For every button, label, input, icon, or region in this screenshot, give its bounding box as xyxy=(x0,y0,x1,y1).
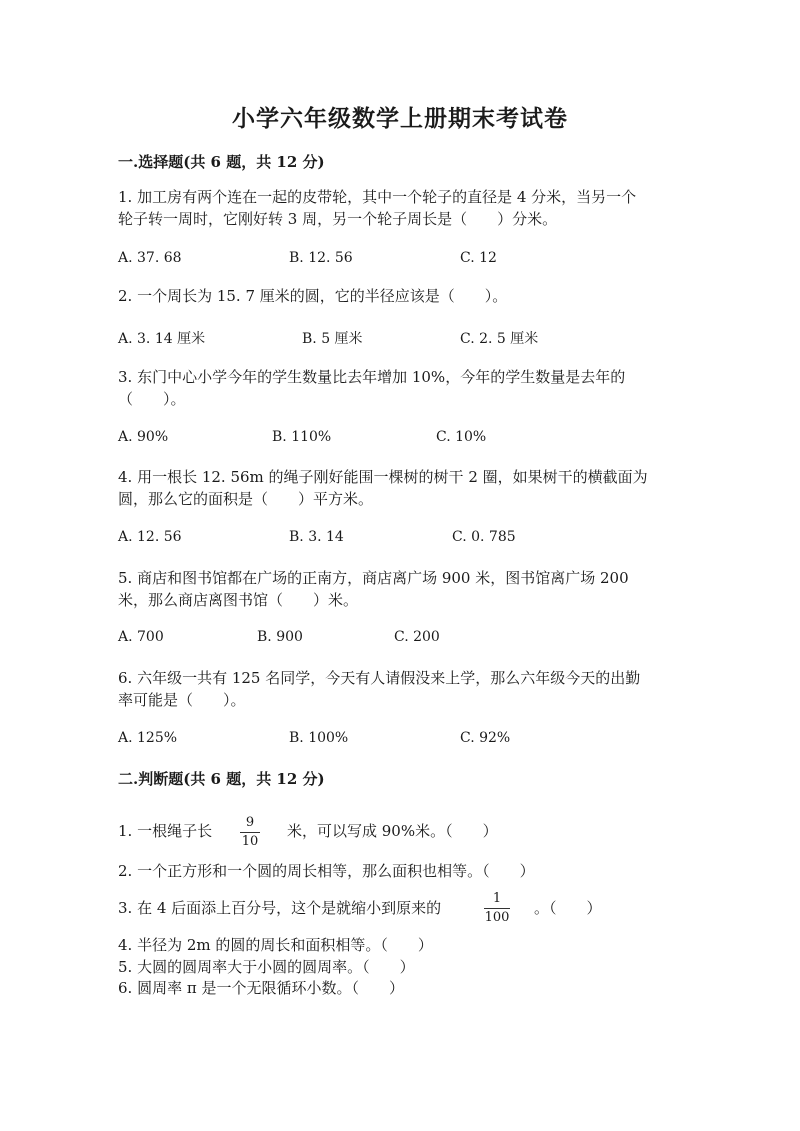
page-title: 小学六年级数学上册期末考试卷 xyxy=(232,105,568,132)
question-1-line-2: 轮子转一周时，它刚好转 3 周，另一个轮子周长是（ ）分米。 xyxy=(118,210,558,228)
question-5-line-2: 米，那么商店离图书馆（ ）米。 xyxy=(118,591,359,609)
question-1-option-b: B. 12. 56 xyxy=(289,250,353,266)
question-6-option-a: A. 125% xyxy=(118,730,178,746)
judgement-3-text-before: 3. 在 4 后面添上百分号，这个是就缩小到原来的 xyxy=(118,899,442,917)
judgement-3-text-after: 。（ ） xyxy=(534,899,602,917)
fraction-denominator: 10 xyxy=(241,834,259,849)
question-3-option-b: B. 110% xyxy=(272,429,332,445)
question-4-option-b: B. 3. 14 xyxy=(289,529,344,545)
section-heading-choice: 一.选择题(共 6 题，共 12 分) xyxy=(118,153,325,171)
judgement-2: 2. 一个正方形和一个圆的周长相等，那么面积也相等。（ ） xyxy=(118,862,535,880)
fraction-bar xyxy=(240,832,260,833)
judgement-1-text-before: 1. 一根绳子长 xyxy=(118,822,213,840)
question-5-line-1: 5. 商店和图书馆都在广场的正南方，商店离广场 900 米，图书馆离广场 200 xyxy=(118,569,629,587)
question-1-option-a: A. 37. 68 xyxy=(118,250,182,266)
question-3-line-1: 3. 东门中心小学今年的学生数量比去年增加 10%，今年的学生数量是去年的 xyxy=(118,368,626,386)
question-2-option-b: B. 5 厘米 xyxy=(302,331,363,347)
question-3-option-c: C. 10% xyxy=(436,429,487,445)
question-2-option-c: C. 2. 5 厘米 xyxy=(460,331,539,347)
question-4-line-1: 4. 用一根长 12. 56m 的绳子刚好能围一棵树的树干 2 圈，如果树干的横截面为 xyxy=(118,468,648,486)
fraction-bar xyxy=(484,908,510,909)
fraction-one-hundredth xyxy=(484,891,510,926)
question-4-line-2: 圆，那么它的面积是（ ）平方米。 xyxy=(118,490,374,508)
question-6-line-1: 6. 六年级一共有 125 名同学，今天有人请假没来上学，那么六年级今天的出勤 xyxy=(118,669,641,687)
question-4-option-c: C. 0. 785 xyxy=(452,529,516,545)
question-1-line-1: 1. 加工房有两个连在一起的皮带轮，其中一个轮子的直径是 4 分米，当另一个 xyxy=(118,188,637,206)
question-1-option-c: C. 12 xyxy=(460,250,497,266)
fraction-denominator: 100 xyxy=(484,910,510,925)
judgement-5: 5. 大圆的圆周率大于小圆的圆周率。（ ） xyxy=(118,958,415,976)
fraction-numerator: 1 xyxy=(492,891,502,906)
judgement-1-text-after: 米，可以写成 90%米。（ ） xyxy=(287,822,498,840)
question-6-option-c: C. 92% xyxy=(460,730,511,746)
question-5-option-c: C. 200 xyxy=(394,629,440,645)
question-3-line-2: （ ）。 xyxy=(118,390,186,408)
question-6-option-b: B. 100% xyxy=(289,730,349,746)
fraction-numerator: 9 xyxy=(245,815,255,830)
judgement-6: 6. 圆周率 π 是一个无限循环小数。（ ） xyxy=(118,979,404,997)
question-5-option-a: A. 700 xyxy=(118,629,164,645)
question-4-option-a: A. 12. 56 xyxy=(118,529,182,545)
section-heading-judgement: 二.判断题(共 6 题，共 12 分) xyxy=(118,770,325,788)
fraction-nine-tenths xyxy=(240,815,260,850)
question-2-option-a: A. 3. 14 厘米 xyxy=(118,331,206,347)
question-5-option-b: B. 900 xyxy=(257,629,303,645)
judgement-4: 4. 半径为 2m 的圆的周长和面积相等。（ ） xyxy=(118,936,433,954)
question-2-line-1: 2. 一个周长为 15. 7 厘米的圆，它的半径应该是（ ）。 xyxy=(118,287,508,305)
question-3-option-a: A. 90% xyxy=(118,429,169,445)
question-6-line-2: 率可能是（ ）。 xyxy=(118,691,246,709)
